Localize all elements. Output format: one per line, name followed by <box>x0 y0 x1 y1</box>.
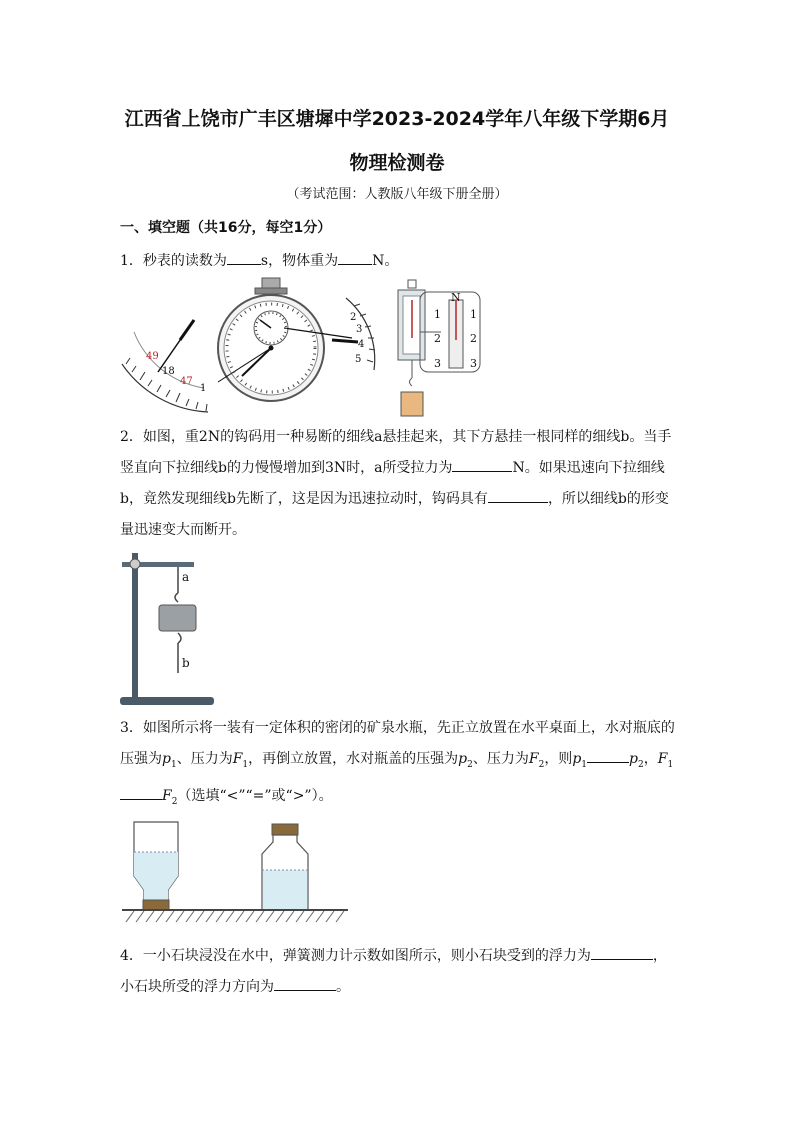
q3-p2-b: p <box>629 751 638 767</box>
q3-text-4: 、压力为 <box>472 751 529 767</box>
exam-title-line1: 江西省上饶市广丰区塘墀中学2023-2024学年八年级下学期6月 <box>124 108 670 130</box>
question-4 <box>120 941 680 1003</box>
q4-blank-2[interactable] <box>274 976 336 991</box>
q2-text-1: 2．如图，重2N的钩码用一种易断的细线a悬挂起来，其下方悬挂一根同样的细线b。当手竖直向下拉细线b的力慢慢增加到3N时，a所受拉力为 <box>120 429 672 476</box>
thread-b-label: b <box>182 656 190 670</box>
q3-F2-b: F <box>162 787 172 804</box>
q3-p1: p <box>162 751 171 767</box>
dial-label-3: 3 <box>356 324 363 335</box>
q3-text-2: 、压力为 <box>176 751 233 767</box>
table-surface <box>122 910 348 922</box>
q1-figure <box>120 276 490 422</box>
exam-title-line2: 物理检测卷 <box>349 152 445 174</box>
q3-text-3: ，再倒立放置，水对瓶盖的压强为 <box>248 751 459 767</box>
q3-p1-b-sub: 1 <box>581 759 588 770</box>
scale-left-3: 3 <box>434 357 441 370</box>
q3-figure <box>120 818 352 930</box>
q1-text-2: s，物体重为 <box>260 253 339 269</box>
q1-blank-2[interactable] <box>338 250 372 265</box>
q3-text-5: ，则 <box>544 751 573 767</box>
scale-right-3: 3 <box>470 357 477 370</box>
q1-blank-1[interactable] <box>227 250 261 265</box>
q3-F1-b-sub: 1 <box>667 759 674 770</box>
q3-p2-sub: 2 <box>467 759 473 770</box>
q3-text-1: 3．如图所示将一装有一定体积的密闭的矿泉水瓶，先正立放置在水平桌面上，水对瓶底的压强为 <box>120 720 675 767</box>
arc-label-47: 47 <box>180 376 193 387</box>
q4-blank-1[interactable] <box>591 945 653 960</box>
stopwatch-icon <box>218 278 352 401</box>
exam-range: （考试范围：人教版八年级下册全册） <box>286 187 508 202</box>
scale-left-2: 2 <box>434 332 441 345</box>
q3-F1-b: F <box>657 751 668 767</box>
q3-text-6: ， <box>643 751 658 767</box>
q2-blank-1[interactable] <box>452 457 512 472</box>
q1-text-1: 1．秒表的读数为 <box>120 253 227 269</box>
arc-label-1: 1 <box>200 383 207 394</box>
question-3 <box>120 713 680 818</box>
dial-label-2: 2 <box>350 312 357 323</box>
q3-F2: F <box>528 751 539 767</box>
q3-blank-1[interactable] <box>587 748 629 763</box>
scale-unit: N <box>451 291 461 304</box>
thread-a-label: a <box>182 570 190 584</box>
scale-right-2: 2 <box>470 332 477 345</box>
q3-p2: p <box>458 751 468 767</box>
q3-F2-b-sub: 2 <box>171 796 178 807</box>
scale-left-1: 1 <box>434 308 441 321</box>
q2-text-3: ，所以细线b的形变量迅速变大而断开。 <box>120 491 669 538</box>
q2-figure <box>118 545 218 709</box>
q3-text-7: （选填“<”“=”或“>”）。 <box>177 787 333 804</box>
q2-blank-2[interactable] <box>488 488 548 503</box>
q3-F1: F <box>232 751 243 767</box>
arc-label-49: 49 <box>146 351 159 362</box>
q4-text-2: ，小石块所受的浮力方向为 <box>120 948 667 995</box>
q2-text-2: N。如果迅速向下拉细线b，竟然发现细线b先断了，这是因为迅速拉动时，钩码具有 <box>120 460 665 507</box>
q4-text-3: 。 <box>336 979 350 995</box>
q3-p1-b: p <box>572 751 582 767</box>
scale-right-1: 1 <box>470 308 477 321</box>
question-1 <box>120 246 680 277</box>
q3-p2-b-sub: 2 <box>637 759 644 770</box>
q3-blank-2[interactable] <box>120 785 162 800</box>
dial-label-5: 5 <box>355 354 362 365</box>
question-2 <box>120 422 680 546</box>
dial-label-4: 4 <box>358 339 365 350</box>
stopwatch-zoom-arc <box>122 320 208 412</box>
section-heading: 一、填空题（共16分，每空1分） <box>120 220 332 236</box>
q1-text-3: N。 <box>372 253 399 269</box>
q3-F2-sub: 2 <box>538 759 545 770</box>
q3-p1-sub: 1 <box>170 759 177 770</box>
arc-label-18: 18 <box>162 366 175 377</box>
inverted-bottle-icon <box>134 822 178 910</box>
spring-scale-icon <box>398 280 480 416</box>
q3-F1-sub: 1 <box>242 759 249 770</box>
q4-text-1: 4．一小石块浸没在水中，弹簧测力计示数如图所示，则小石块受到的浮力为 <box>120 948 591 964</box>
minute-dial-zoom <box>332 298 375 370</box>
upright-bottle-icon <box>262 824 308 910</box>
